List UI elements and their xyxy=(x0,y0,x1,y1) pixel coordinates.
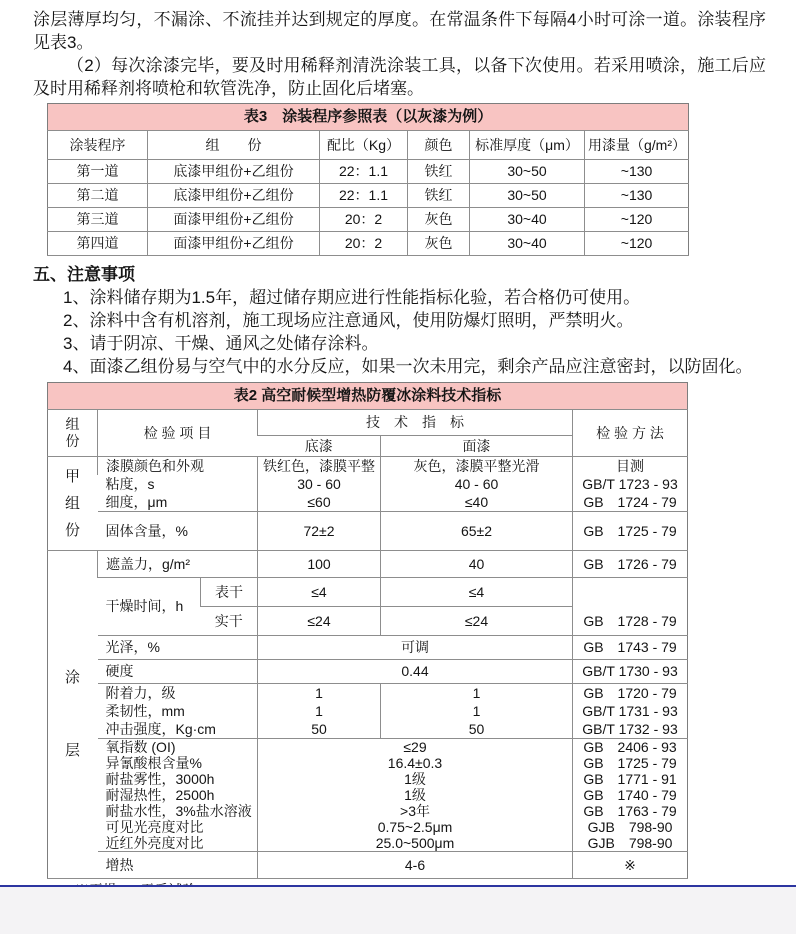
cell: 铁红色，漆膜平整 xyxy=(258,457,381,476)
cell: 铁红 xyxy=(408,184,470,208)
cell: 50 xyxy=(381,720,573,739)
cell: GJB 798-90 xyxy=(573,835,688,852)
cell: 100 xyxy=(258,551,381,578)
cell: 固体含量，% xyxy=(98,512,258,551)
cell: 干燥时间，h xyxy=(98,578,201,636)
cell: 50 xyxy=(258,720,381,739)
col-header: 标准厚度（μm） xyxy=(470,131,585,160)
cell: GB 1763 - 79 xyxy=(573,803,688,819)
col-header-tech: 技 术 指 标 xyxy=(258,410,573,436)
cell: 65±2 xyxy=(381,512,573,551)
col-header-method: 检 验 方 法 xyxy=(573,410,688,457)
cell: 第一道 xyxy=(48,160,148,184)
cell: 耐盐水性，3%盐水溶液 xyxy=(105,803,252,819)
table-row xyxy=(48,819,688,835)
note-item: 1、涂料储存期为1.5年，超过储存期应进行性能指标化验，若合格仍可使用。 xyxy=(63,288,641,307)
cell: ≤29 xyxy=(258,739,573,756)
cell: 冲击强度，Kg·cm xyxy=(98,720,258,739)
cell: ~130 xyxy=(585,160,689,184)
note-item: 2、涂料中含有机溶剂，施工现场应注意通风，使用防爆灯照明，严禁明火。 xyxy=(63,311,634,330)
cell: ~120 xyxy=(585,208,689,232)
table-row xyxy=(48,551,688,578)
cell: 增热 xyxy=(98,852,258,879)
cell: GB/T 1732 - 93 xyxy=(573,720,688,739)
table-row xyxy=(48,787,688,803)
col-header-primer: 底漆 xyxy=(258,436,381,457)
cell: GB 1743 - 79 xyxy=(573,636,688,660)
cell: ≤60 xyxy=(258,493,381,512)
cell: >3年 xyxy=(258,803,573,819)
note-item: 3、请于阴凉、干燥、通风之处储存涂料。 xyxy=(63,334,379,353)
table-row xyxy=(48,771,688,787)
cell: 光泽，% xyxy=(98,636,258,660)
cell: 氧指数 (OI) xyxy=(105,739,176,755)
cell: GB 1724 - 79 xyxy=(573,493,688,512)
group-label-char: 涂 xyxy=(64,669,80,686)
cell: 底漆甲组份+乙组份 xyxy=(148,184,320,208)
group-label-a xyxy=(48,457,98,551)
cell: 30~40 xyxy=(470,208,585,232)
cell: 0.44 xyxy=(258,660,573,684)
cell: 柔韧性，mm xyxy=(105,703,185,719)
cell: 第二道 xyxy=(48,184,148,208)
table-row xyxy=(48,835,688,852)
cell: 粘度，s xyxy=(105,476,155,492)
col-header-group xyxy=(48,410,98,457)
table-row xyxy=(48,475,688,493)
cell: 实干 xyxy=(201,607,258,636)
cell: 20：2 xyxy=(320,208,408,232)
cell: ~130 xyxy=(585,184,689,208)
cell: ※ xyxy=(573,852,688,879)
section-heading-notes: 五、注意事项 xyxy=(33,265,135,284)
cell: GB 1725 - 79 xyxy=(573,755,688,771)
cell: 1 xyxy=(258,684,381,703)
col-header-group-line1: 组 xyxy=(65,416,80,433)
cell: ≤24 xyxy=(258,607,381,636)
body-paragraph-2: （2）每次涂漆完毕，要及时用稀释剂清洗涂装工具，以备下次使用。若采用喷涂，施工后应及时用稀释剂将喷枪和软管洗净，防止固化后堵塞。 xyxy=(33,56,766,98)
table-row xyxy=(48,660,688,684)
cell: 第四道 xyxy=(48,232,148,256)
table-row xyxy=(48,493,688,512)
body-paragraph-1: 涂层薄厚均匀，不漏涂、不流挂并达到规定的厚度。在常温条件下每隔4小时可涂一道。涂装程序见表3。 xyxy=(33,10,766,52)
table-row xyxy=(48,131,689,160)
cell: ≤4 xyxy=(258,578,381,607)
cell: 16.4±0.3 xyxy=(258,755,573,771)
cell: 漆膜颜色和外观 xyxy=(98,457,258,476)
col-header: 组 份 xyxy=(148,131,320,160)
cell: 底漆甲组份+乙组份 xyxy=(148,160,320,184)
table-row xyxy=(48,512,688,551)
cell: GB 2406 - 93 xyxy=(573,739,688,756)
cell: 遮盖力，g/m² xyxy=(98,551,258,578)
col-header: 配比（Kg） xyxy=(320,131,408,160)
cell: 1 xyxy=(258,702,381,720)
cell: GB/T 1730 - 93 xyxy=(573,660,688,684)
cell: GJB 798-90 xyxy=(573,819,688,835)
table3-coating-procedure xyxy=(47,103,689,256)
cell: 4-6 xyxy=(258,852,573,879)
cell: 近红外亮度对比 xyxy=(98,835,258,852)
table-row xyxy=(48,410,688,436)
group-label-char: 层 xyxy=(64,742,80,759)
table-row xyxy=(48,739,688,756)
table3-title: 表3 涂装程序参照表（以灰漆为例） xyxy=(48,104,689,131)
cell: 0.75~2.5μm xyxy=(258,819,573,835)
cell: 1级 xyxy=(258,787,573,803)
group-label-char: 组 xyxy=(64,494,80,512)
group-label-char: 份 xyxy=(64,521,80,539)
table-row xyxy=(48,720,688,739)
table-row xyxy=(48,208,689,232)
cell: 可见光亮度对比 xyxy=(105,819,204,835)
table-row xyxy=(48,104,689,131)
cell: GB 1720 - 79 xyxy=(573,684,688,703)
table2-technical-specs xyxy=(47,382,688,879)
table-row xyxy=(48,232,689,256)
cell: 灰色 xyxy=(408,232,470,256)
table-row xyxy=(48,160,689,184)
cell: 面漆甲组份+乙组份 xyxy=(148,232,320,256)
cell: 耐湿热性，2500h xyxy=(105,787,215,803)
table-row xyxy=(48,184,689,208)
col-header-topcoat: 面漆 xyxy=(381,436,573,457)
cell: GB/T 1723 - 93 xyxy=(573,475,688,493)
cell: 30~50 xyxy=(470,184,585,208)
cell: ~120 xyxy=(585,232,689,256)
cell: 22：1.1 xyxy=(320,184,408,208)
cell: 40 - 60 xyxy=(381,475,573,493)
cell: 面漆甲组份+乙组份 xyxy=(148,208,320,232)
cell: 可调 xyxy=(258,636,573,660)
cell: 30~40 xyxy=(470,232,585,256)
cell: ≤4 xyxy=(381,578,573,607)
cell: 20：2 xyxy=(320,232,408,256)
col-header-group-line2: 份 xyxy=(65,433,80,449)
cell: 第三道 xyxy=(48,208,148,232)
note-item: 4、面漆乙组份易与空气中的水分反应，如果一次未用完，剩余产品应注意密封，以防固化。 xyxy=(63,357,753,376)
cell: 铁红 xyxy=(408,160,470,184)
cell: GB/T 1731 - 93 xyxy=(573,702,688,720)
cell: GB 1740 - 79 xyxy=(573,787,688,803)
cell: 灰色，漆膜平整光滑 xyxy=(381,457,573,476)
table-row xyxy=(48,852,688,879)
cell: 22：1.1 xyxy=(320,160,408,184)
page-bottom-divider xyxy=(0,885,796,934)
table-row xyxy=(48,755,688,771)
cell: GB 1725 - 79 xyxy=(573,512,688,551)
table-row xyxy=(48,383,688,410)
table-row xyxy=(48,803,688,819)
cell: 耐盐雾性，3000h xyxy=(105,771,215,787)
cell: 硬度 xyxy=(98,660,258,684)
cell: 附着力，级 xyxy=(105,685,176,701)
cell: 目测 xyxy=(573,457,688,476)
cell: 细度，μm xyxy=(98,493,258,512)
col-header: 用漆量（g/m²） xyxy=(585,131,689,160)
cell: 1级 xyxy=(258,771,573,787)
table-row xyxy=(48,457,688,476)
cell: GB 1728 - 79 xyxy=(573,578,688,636)
table-row xyxy=(48,578,688,607)
cell: ≤40 xyxy=(381,493,573,512)
cell: 25.0~500μm xyxy=(258,835,573,852)
cell: 灰色 xyxy=(408,208,470,232)
cell: 72±2 xyxy=(258,512,381,551)
table-row xyxy=(48,702,688,720)
cell: 异氰酸根含量% xyxy=(105,755,202,771)
cell: 40 xyxy=(381,551,573,578)
cell: ≤24 xyxy=(381,607,573,636)
col-header: 涂装程序 xyxy=(48,131,148,160)
group-label-char: 甲 xyxy=(64,467,80,485)
cell: 30~50 xyxy=(470,160,585,184)
col-header: 颜色 xyxy=(408,131,470,160)
cell: GB 1726 - 79 xyxy=(573,551,688,578)
cell: 表干 xyxy=(201,578,258,607)
table-row xyxy=(48,684,688,703)
cell: 1 xyxy=(381,684,573,703)
cell: 30 - 60 xyxy=(258,475,381,493)
cell: 1 xyxy=(381,702,573,720)
cell: GB 1771 - 91 xyxy=(573,771,688,787)
table-row xyxy=(48,636,688,660)
table2-title: 表2 高空耐候型增热防覆冰涂料技术指标 xyxy=(48,383,688,410)
group-label-b xyxy=(48,551,98,879)
col-header-item: 检 验 项 目 xyxy=(98,410,258,457)
